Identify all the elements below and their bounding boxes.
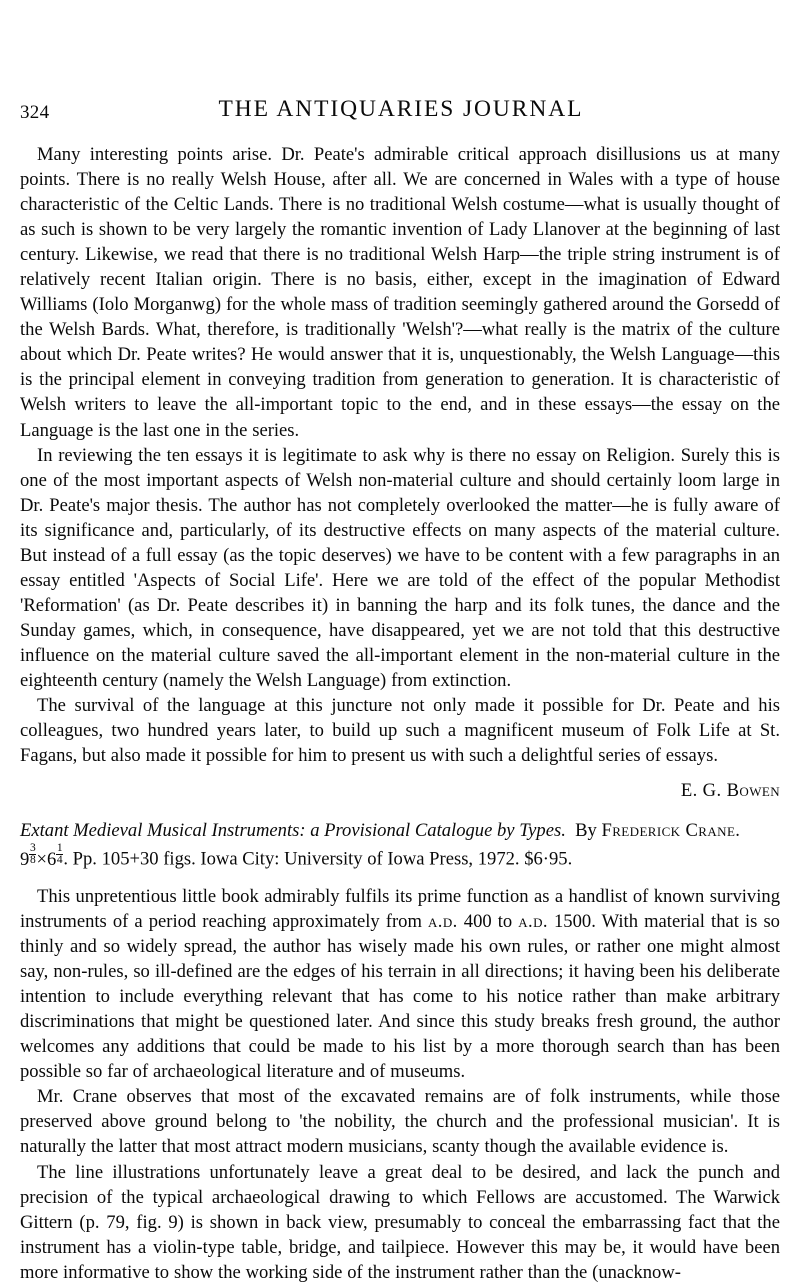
paragraph: The survival of the language at this juncture not only made it possible for Dr. Peate and his colleagues, two hundred years later, to build up such a magnificent museum of Folk Life at St. Fagans, but also made it possible for him to present us with such a delightful series of essays. <box>20 695 780 767</box>
paragraph <box>20 884 780 1084</box>
height-numerator: 1 <box>56 842 63 855</box>
ad-abbrev: a.d. <box>518 911 548 933</box>
author-period: . <box>735 820 740 841</box>
book-review-heading-block <box>20 818 780 872</box>
paragraph-tail: 1500. With material that is so thinly and so widely spread, the author has wisely made his own rules, or rather one might almost say, non-rules, so ill-defined are the edges of his terrain in all directions; it having been his deliberate intention to include everything relevant that has come to his notice rather than make arbitrary discriminations that might be questioned later. And since this study breaks fresh ground, the author welcomes any additions that could be made to his list by a more thorough search than has been possible so far of archaeological literature and of museums. <box>20 911 780 1083</box>
height-denominator: 4 <box>56 854 63 867</box>
running-head <box>20 96 780 126</box>
book-review-text <box>20 884 780 1285</box>
width-denominator: 8 <box>29 854 36 867</box>
height-fraction <box>56 843 63 866</box>
paragraph: Mr. Crane observes that most of the excavated remains are of folk instruments, while those preserved above ground belong to 'the nobility, the church and the professional musician'. It is naturally the latter that most attract modern musicians, scanty though the available evidence is. <box>20 1086 780 1158</box>
paragraph-lead: This unpretentious little book admirably fulfils its prime function as a handlist of known surviving instruments of a period reaching approximately from <box>20 886 780 933</box>
reviewer-signature: E. G. Bowen <box>680 780 780 802</box>
book-imprint: . Pp. 105+30 figs. Iowa City: University of Iowa Press, 1972. $6·95. <box>63 848 573 870</box>
page-number: 324 <box>20 102 50 123</box>
ad-abbrev: a.d. <box>428 911 458 933</box>
width-fraction <box>29 843 36 866</box>
paragraph-mid: 400 to <box>457 911 519 933</box>
by-label: By <box>575 820 597 841</box>
times-symbol: × <box>36 848 47 870</box>
book-dimensions <box>20 842 63 870</box>
width-numerator: 3 <box>29 842 36 855</box>
journal-title: THE ANTIQUARIES JOURNAL <box>218 96 584 122</box>
paragraph: Many interesting points arise. Dr. Peate's admirable critical approach disillusions us at many points. There is no really Welsh House, after all. We are concerned in Wales with a type of house characteristic of the Celtic Lands. There is no traditional Welsh costume—what is usually thought of as such is shown to be very largely the romantic invention of Lady Llanover at the beginning of last century. Likewise, we read that there is no traditional Welsh Harp—the triple string instrument is of relatively recent Italian origin. There is no basis, either, except in the imagination of Edward Williams (Iolo Morganwg) for the whole mass of tradition seemingly gathered around the Gorsedd of the Welsh Bards. What, therefore, is traditionally 'Welsh'?—what really is the matrix of the culture about which Dr. Peate writes? He would answer that it is, unquestionably, the Welsh Language—this is the principal element in conveying tradition from generation to generation. It is characteristic of Welsh writers to leave the all-important topic to the end, and in these essays—the essay on the Language is the last one in the series. <box>20 144 780 441</box>
book-title: Extant Medieval Musical Instruments: a Provisional Catalogue by Types. <box>20 820 566 841</box>
book-author: Frederick Crane <box>601 820 736 841</box>
height-whole: 6 <box>46 848 57 870</box>
paragraph: The line illustrations unfortunately leave a great deal to be desired, and lack the punch and precision of the typical archaeological drawing to which Fellows are accustomed. The Warwick Gittern (p. 79, fig. 9) is shown in back view, presumably to conceal the embarrassing fact that the instrument has a violin-type table, bridge, and tailpiece. However this may be, it would have been more informative to show the working side of the instrument rather than the (unacknow- <box>20 1161 780 1283</box>
book-review-heading <box>20 818 780 872</box>
width-whole: 9 <box>20 848 30 870</box>
paragraph: In reviewing the ten essays it is legitimate to ask why is there no essay on Religion. Surely this is one of the most important aspects of Welsh non-material culture and should certainly loom large in Dr. Peate's major thesis. The author has not completely overlooked the matter—he is fully aware of its significance and, particularly, of its destructive effects on many aspects of the material culture. But instead of a full essay (as the topic deserves) we have to be content with a few paragraphs in an essay entitled 'Aspects of Social Life'. Here we are told of the effect of the popular Methodist 'Reformation' (as Dr. Peate describes it) in banning the harp and its folk tunes, the dance and the Sunday games, which, in consequence, have disappeared, yet we are not told that this destructive influence on the material culture saved the all-important element in the non-material culture in the eighteenth century (namely the Welsh Language) from extinction. <box>20 444 780 691</box>
article-review-text <box>20 142 780 803</box>
